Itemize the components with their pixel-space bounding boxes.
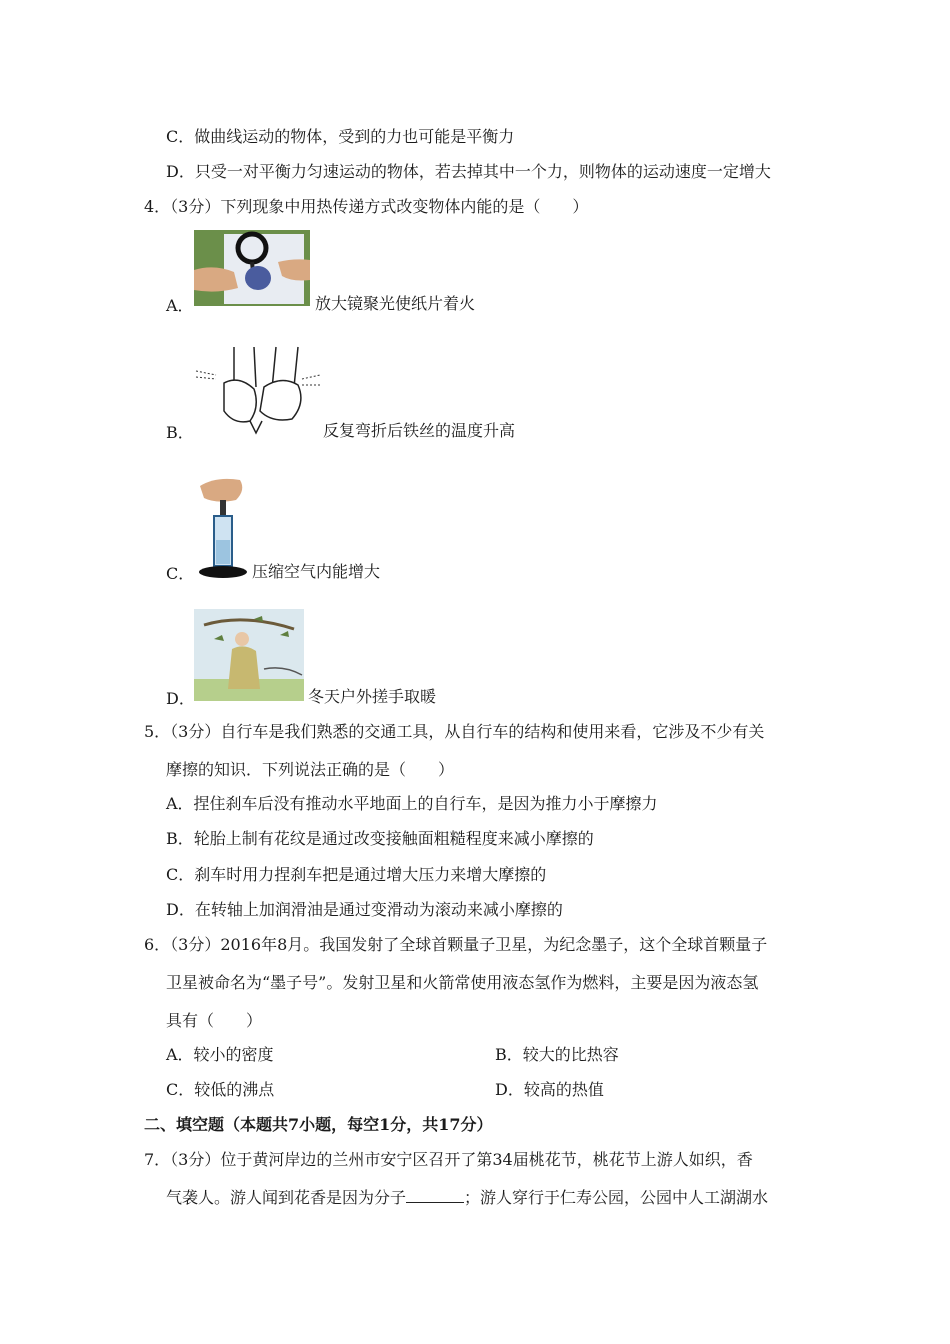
answer-blank[interactable]: [406, 1188, 464, 1203]
air-compression-image: [196, 476, 248, 580]
q4-option-d-letter: D．: [166, 689, 195, 708]
section-heading-fill-in: 二、填空题（本题共7小题，每空1分，共17分）: [144, 1115, 493, 1134]
q4-option-d-text: 冬天户外搓手取暖: [308, 687, 437, 706]
q7-line2: [166, 1188, 768, 1208]
q5-option-a: A．捏住刹车后没有推动水平地面上的自行车，是因为推力小于摩擦力: [166, 794, 658, 813]
q6-stem-line2: 卫星被命名为“墨子号”。发射卫星和火箭常使用液态氢作为燃料，主要是因为液态氢: [166, 973, 759, 992]
q3-option-c: C．做曲线运动的物体，受到的力也可能是平衡力: [166, 127, 515, 146]
q4-stem: 4．（3分）下列现象中用热传递方式改变物体内能的是（ ）: [144, 197, 589, 216]
q5-option-d: D．在转轴上加润滑油是通过变滑动为滚动来减小摩擦的: [166, 900, 563, 919]
q6-option-d: D．较高的热值: [495, 1080, 604, 1099]
q6-option-a: A．较小的密度: [166, 1045, 274, 1064]
q7-line2-start: 气袭人。游人闻到花香是因为分子: [166, 1188, 407, 1207]
q6-option-b: B．较大的比热容: [495, 1045, 619, 1064]
q4-option-c-text: 压缩空气内能增大: [252, 562, 381, 581]
q7-line2-end: ；游人穿行于仁寿公园，公园中人工湖湖水: [464, 1188, 769, 1207]
q4-option-a-text: 放大镜聚光使纸片着火: [315, 294, 476, 313]
q7-line1: 7．（3分）位于黄河岸边的兰州市安宁区召开了第34届桃花节，桃花节上游人如织，香: [144, 1150, 753, 1169]
q6-option-c: C．较低的沸点: [166, 1080, 275, 1099]
q6-stem-line3: 具有（ ）: [166, 1011, 263, 1030]
q4-option-c-letter: C．: [166, 564, 195, 583]
q3-option-d: D．只受一对平衡力匀速运动的物体，若去掉其中一个力，则物体的运动速度一定增大: [166, 162, 771, 181]
bending-wire-image: [194, 345, 322, 435]
q6-stem-line1: 6．（3分）2016年8月。我国发射了全球首颗量子卫星，为纪念墨子，这个全球首颗量子: [144, 935, 768, 954]
q4-option-a-letter: A．: [166, 296, 194, 315]
q4-option-b-text: 反复弯折后铁丝的温度升高: [323, 421, 516, 440]
q5-stem-line1: 5．（3分）自行车是我们熟悉的交通工具，从自行车的结构和使用来看，它涉及不少有关: [144, 722, 765, 741]
q5-stem-line2: 摩擦的知识．下列说法正确的是（ ）: [166, 760, 455, 779]
q4-option-b-letter: B．: [166, 423, 194, 442]
q5-option-c: C．刹车时用力捏刹车把是通过增大压力来增大摩擦的: [166, 865, 547, 884]
magnifier-image: [194, 230, 310, 306]
rubbing-hands-image: [194, 609, 304, 701]
q5-option-b: B．轮胎上制有花纹是通过改变接触面粗糙程度来减小摩擦的: [166, 829, 594, 848]
